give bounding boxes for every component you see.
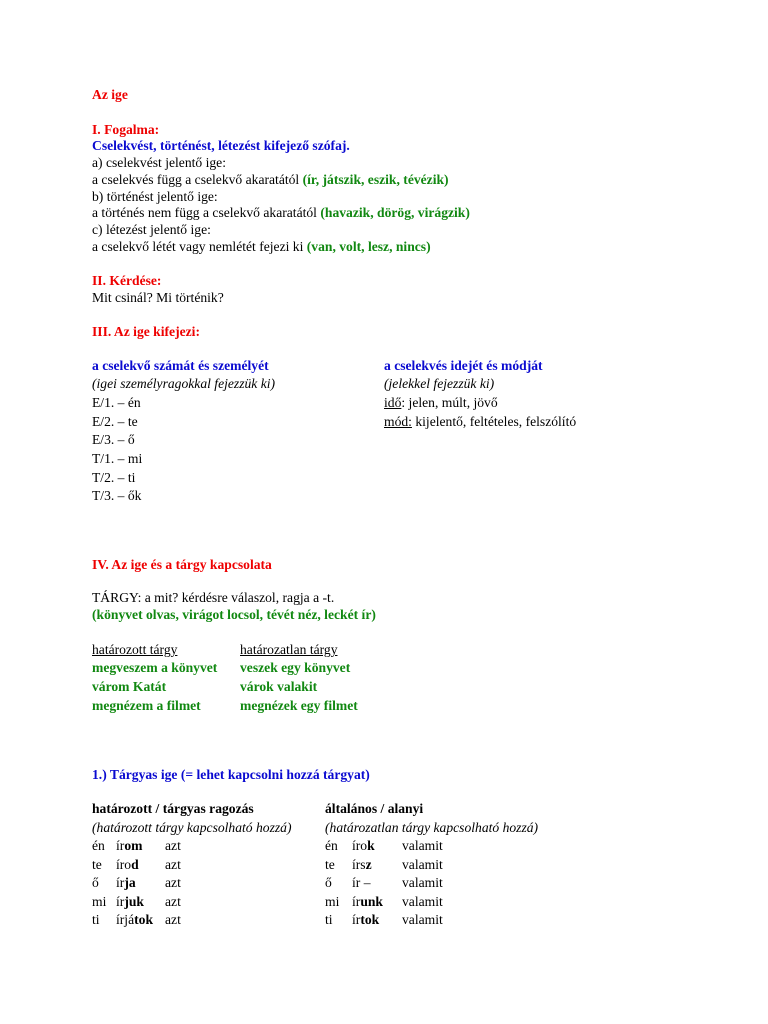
type-b-text: a történés nem függ a cselekvő akaratától (92, 205, 321, 220)
section-2-heading: II. Kérdése: (92, 273, 162, 288)
pronoun: mi (325, 894, 340, 909)
page-title: Az ige (92, 87, 128, 102)
verb-form (352, 893, 383, 910)
verb-form (116, 893, 144, 910)
object-word: valamit (402, 838, 443, 853)
section-1-heading: I. Fogalma: (92, 122, 160, 137)
mood-line (384, 413, 576, 430)
object-examples: (könyvet olvas, virágot locsol, tévét néz, leckét ír) (92, 607, 376, 622)
verb-ending: unk (360, 894, 383, 909)
object-word: azt (165, 875, 181, 890)
person-row: E/2. – te (92, 414, 138, 429)
verb-stem: ír – (352, 875, 371, 890)
object-word: valamit (402, 875, 443, 890)
mood-label: mód: (384, 414, 412, 429)
pronoun: te (92, 857, 102, 872)
verb-form (116, 837, 142, 854)
type-b-label: b) történést jelentő ige: (92, 189, 218, 204)
person-row: E/1. – én (92, 395, 141, 410)
verb-form (116, 874, 136, 891)
definite-object-header: határozott tárgy (92, 642, 178, 657)
verb-ending: om (124, 838, 143, 853)
indefinite-object-header: határozatlan tárgy (240, 642, 338, 657)
object-word: azt (165, 912, 181, 927)
verb-form (352, 874, 371, 891)
type-a-examples: (ír, játszik, eszik, tévézik) (302, 172, 449, 187)
object-word: valamit (402, 912, 443, 927)
pronoun: ő (325, 875, 332, 890)
object-word: azt (165, 857, 181, 872)
verb-form (116, 911, 153, 928)
general-conjugation-subtitle: (határozatlan tárgy kapcsolható hozzá) (325, 820, 539, 835)
section-3-left-subtitle: (igei személyragokkal fejezzük ki) (92, 376, 276, 391)
transitive-heading: 1.) Tárgyas ige (= lehet kapcsolni hozzá tárgyat) (92, 767, 370, 782)
type-c-line (92, 238, 431, 255)
indefinite-example: veszek egy könyvet (240, 660, 351, 675)
object-definition: TÁRGY: a mit? kérdésre válaszol, ragja a -t. (92, 590, 335, 605)
indefinite-example: várok valakit (240, 679, 318, 694)
section-4-heading: IV. Az ige és a tárgy kapcsolata (92, 557, 272, 572)
definite-example: megveszem a könyvet (92, 660, 218, 675)
person-row: T/2. – ti (92, 470, 136, 485)
pronoun: én (325, 838, 338, 853)
pronoun: te (325, 857, 335, 872)
section-3-heading: III. Az ige kifejezi: (92, 324, 200, 339)
tense-label: idő (384, 395, 402, 410)
verb-form (352, 837, 375, 854)
type-c-text: a cselekvő létét vagy nemlétét fejezi ki (92, 239, 307, 254)
type-a-line (92, 171, 449, 188)
verb-stem: írs (352, 857, 366, 872)
verb-ending: z (365, 857, 372, 872)
type-b-examples: (havazik, dörög, virágzik) (320, 205, 470, 220)
pronoun: ti (92, 912, 100, 927)
verb-ending: k (367, 838, 375, 853)
verb-stem: ír (352, 912, 361, 927)
definite-example: megnézem a filmet (92, 698, 201, 713)
section-2-text: Mit csinál? Mi történik? (92, 290, 224, 305)
person-row: E/3. – ő (92, 432, 135, 447)
verb-form (352, 911, 379, 928)
type-b-line (92, 204, 470, 221)
verb-ending: d (131, 857, 139, 872)
verb-ending: tok (134, 912, 154, 927)
definite-example: várom Katát (92, 679, 167, 694)
pronoun: mi (92, 894, 107, 909)
verb-stem: ír (116, 838, 125, 853)
verb-stem: írjá (116, 912, 135, 927)
person-row: T/3. – ők (92, 488, 142, 503)
type-c-label: c) létezést jelentő ige: (92, 222, 211, 237)
verb-stem: íro (116, 857, 132, 872)
type-a-text: a cselekvés függ a cselekvő akaratától (92, 172, 303, 187)
section-3-right-title: a cselekvés idejét és módját (384, 358, 543, 373)
verb-form (352, 856, 372, 873)
verb-stem: íro (352, 838, 368, 853)
tense-text: : jelen, múlt, jövő (401, 395, 498, 410)
verb-stem: ír (352, 894, 361, 909)
person-row: T/1. – mi (92, 451, 143, 466)
general-conjugation-header: általános / alanyi (325, 801, 424, 816)
verb-ending: tok (360, 912, 380, 927)
pronoun: ő (92, 875, 99, 890)
section-3-right-subtitle: (jelekkel fejezzük ki) (384, 376, 495, 391)
verb-stem: ír (116, 875, 125, 890)
verb-form (116, 856, 139, 873)
pronoun: én (92, 838, 105, 853)
object-word: valamit (402, 857, 443, 872)
definition-text: Cselekvést, történést, létezést kifejező szófaj. (92, 138, 350, 153)
pronoun: ti (325, 912, 333, 927)
verb-ending: juk (124, 894, 144, 909)
section-3-left-title: a cselekvő számát és személyét (92, 358, 269, 373)
type-a-label: a) cselekvést jelentő ige: (92, 155, 226, 170)
definite-conjugation-header: határozott / tárgyas ragozás (92, 801, 254, 816)
type-c-examples: (van, volt, lesz, nincs) (306, 239, 431, 254)
definite-conjugation-subtitle: (határozott tárgy kapcsolható hozzá) (92, 820, 292, 835)
object-word: valamit (402, 894, 443, 909)
verb-stem: ír (116, 894, 125, 909)
object-word: azt (165, 838, 181, 853)
tense-line (384, 394, 498, 411)
object-word: azt (165, 894, 181, 909)
mood-text: kijelentő, feltételes, felszólító (411, 414, 577, 429)
verb-ending: ja (124, 875, 136, 890)
indefinite-example: megnézek egy filmet (240, 698, 358, 713)
